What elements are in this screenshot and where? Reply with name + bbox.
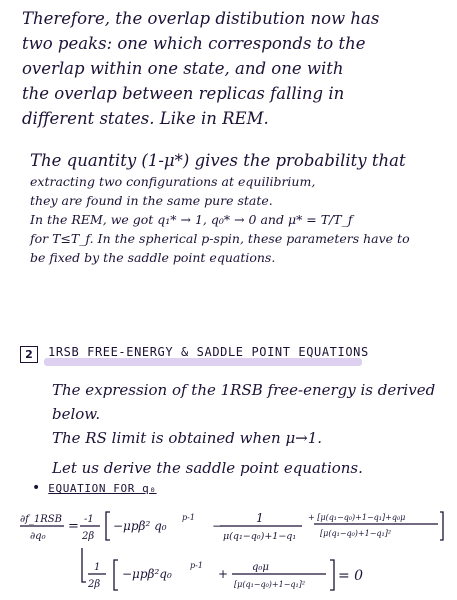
- text-line: two peaks: one which corresponds to the: [22, 34, 366, 53]
- term1-exponent: p-1: [182, 513, 195, 522]
- frac1-denominator: μ(q₁−q₀)+1−q₁: [223, 531, 297, 542]
- section-title: 1RSB FREE-ENERGY & SADDLE POINT EQUATIONS: [48, 345, 369, 359]
- title-highlight: [44, 358, 362, 366]
- text-line: the overlap between replicas falling in: [22, 84, 345, 103]
- continuation-line: [82, 548, 86, 582]
- text-line: The RS limit is obtained when μ→1.: [52, 429, 323, 447]
- text-line: extracting two configurations at equilibrium,: [30, 174, 316, 189]
- section-header: [20, 344, 440, 368]
- paragraph-probability: [30, 150, 440, 267]
- text-line: Let us derive the saddle point equations.: [52, 459, 363, 477]
- text-line: overlap within one state, and one with: [22, 59, 344, 78]
- equation-heading: [32, 480, 157, 496]
- open-bracket: [106, 512, 110, 540]
- bullet: •: [32, 480, 41, 496]
- text-line: be fixed by the saddle point equations.: [30, 250, 276, 265]
- text-line: for T≤T_f. In the spherical p-spin, these parameters have to: [30, 231, 410, 246]
- text-line: The quantity (1-μ*) gives the probability that: [30, 151, 406, 170]
- section-number-box: 2: [20, 346, 38, 363]
- paragraph-1rsb-expression: [52, 378, 447, 480]
- line2-exponent: p-1: [190, 561, 203, 570]
- text-line: they are found in the same pure state.: [30, 193, 273, 208]
- minus-sign: −: [212, 519, 223, 533]
- line2-frac-denominator: [μ(q₁−q₀)+1−q₁]²: [234, 580, 306, 589]
- frac2-numerator: + [μ(q₁−q₀)+1−q₁]+q₀μ: [308, 513, 406, 522]
- frac1-numerator: 1: [256, 511, 264, 525]
- line2-term: −μpβ²q₀: [122, 567, 172, 581]
- equation-heading-text: EQUATION FOR q₀: [48, 482, 157, 495]
- close-bracket: [330, 560, 334, 590]
- equals-zero: = 0: [338, 568, 364, 584]
- line2-frac-numerator: q₀μ: [252, 562, 269, 573]
- close-bracket: [440, 512, 443, 540]
- term1: −μpβ² q₀: [113, 519, 167, 533]
- paragraph-overlap-distribution: [22, 6, 442, 131]
- equation-figure: [20, 508, 450, 598]
- text-line: In the REM, we got q₁* → 1, q₀* → 0 and μ* = T/T_f: [30, 212, 353, 227]
- line2-coef-numerator: 1: [94, 562, 101, 573]
- coef-denominator: 2β: [82, 531, 95, 542]
- frac2-denominator: [μ(q₁−q₀)+1−q₁]²: [320, 529, 392, 538]
- text-line: The expression of the 1RSB free-energy is derived below.: [52, 381, 436, 423]
- plus-sign: +: [218, 567, 229, 581]
- lhs-numerator: ∂f_1RSB: [20, 514, 62, 525]
- saddle-point-equation: [20, 508, 450, 598]
- equals-sign: =: [68, 519, 79, 534]
- line2-coef-denominator: 2β: [88, 579, 101, 590]
- text-line: different states. Like in REM.: [22, 109, 269, 128]
- text-line: Therefore, the overlap distibution now has: [22, 9, 380, 28]
- lhs-denominator: ∂q₀: [30, 531, 46, 542]
- open-bracket: [114, 560, 118, 590]
- coef-numerator: -1: [84, 514, 94, 525]
